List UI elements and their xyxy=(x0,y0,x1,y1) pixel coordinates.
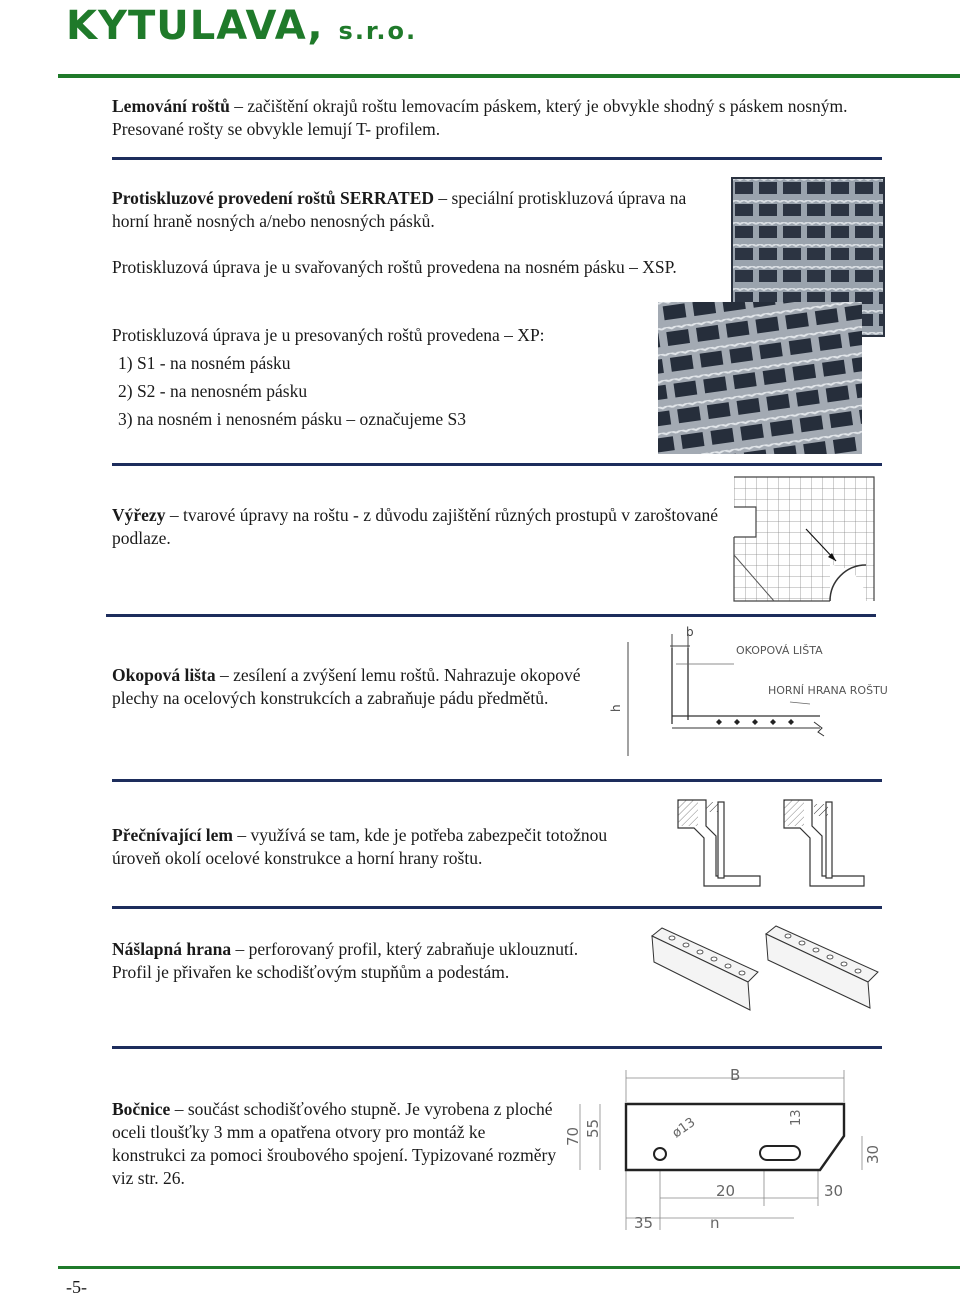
company-logo xyxy=(66,2,417,55)
section-text: – zesílení a zvýšení lemu roštů. Nahrazuje okopové plechy na ocelových konstrukcích a zabraňuje pádu předmětů. xyxy=(112,665,581,708)
dim-B: B xyxy=(730,1066,741,1084)
list-item: 1) S1 - na nosném pásku xyxy=(118,353,291,373)
dim-13: 13 xyxy=(789,1109,804,1126)
separator xyxy=(112,779,882,782)
dim-h: h xyxy=(609,704,623,712)
cutout-diagram xyxy=(734,477,874,601)
list-item: 2) S2 - na nenosném pásku xyxy=(118,381,308,401)
section-title: Nášlapná hrana xyxy=(112,939,232,959)
section-title: Protiskluzové provedení roštů SERRATED xyxy=(112,188,434,208)
section-precnivajici xyxy=(112,824,632,870)
dim-n: n xyxy=(710,1214,720,1232)
dim-30-vertical: 30 xyxy=(864,1144,882,1164)
section-text: – speciální protiskluzová úprava na horní hraně nosných a/nebo nenosných pásků. xyxy=(112,188,687,231)
dim-30-horizontal: 30 xyxy=(824,1182,844,1200)
section-title: Přečnívající lem xyxy=(112,825,233,845)
section-text: – využívá se tam, kde je potřeba zabezpečit totožnou úroveň okolí ocelové konstrukce a horní hrany roštu. xyxy=(112,825,608,868)
logo-main: KYTULAVA, xyxy=(66,3,324,49)
overhang-edge-diagram xyxy=(676,796,882,890)
section-title: Okopová lišta xyxy=(112,665,216,685)
footer-rule xyxy=(58,1266,960,1269)
section-lemovani xyxy=(112,95,892,141)
serrated-list xyxy=(118,349,638,433)
kick-plate-diagram xyxy=(609,624,888,760)
section-title: Výřezy xyxy=(112,505,166,525)
dim-b: b xyxy=(686,625,694,639)
label-okopova-lista: OKOPOVÁ LIŠTA xyxy=(736,644,823,657)
separator xyxy=(112,1046,882,1049)
section-text: – tvarové úpravy na roštu - z důvodu zajištění různých prostupů v zaroštované podlaze. xyxy=(112,505,719,548)
separator xyxy=(112,157,882,160)
separator xyxy=(112,463,882,466)
section-naslapna xyxy=(112,938,592,984)
dim-20: 20 xyxy=(716,1182,736,1200)
label-horni-hrana: HORNÍ HRANA ROŠTU xyxy=(768,684,888,697)
serrated-xp-paragraph: Protiskluzová úprava je u presovaných roštů provedena – XP: xyxy=(112,325,545,345)
section-text: – začištění okrajů roštu lemovacím páskem, který je obvykle shodný s páskem nosným. Presované rošty se obvykle lemují T- profilem. xyxy=(112,96,848,139)
serrated-xsp-paragraph: Protiskluzová úprava je u svařovaných roštů provedena na nosném pásku – XSP. xyxy=(112,257,677,277)
logo-suffix: s.r.o. xyxy=(338,17,418,45)
page-number: -5- xyxy=(66,1277,87,1297)
list-item: 3) na nosném i nenosném pásku – označujeme S3 xyxy=(118,409,466,429)
dim-70: 70 xyxy=(564,1126,582,1146)
dim-hole-diameter: ø13 xyxy=(669,1114,699,1142)
section-okopova xyxy=(112,664,582,710)
section-bocnice xyxy=(112,1098,560,1190)
dim-55: 55 xyxy=(584,1118,602,1138)
separator xyxy=(112,906,882,909)
section-text: – perforovaný profil, který zabraňuje uklouznutí. Profil je přivařen ke schodišťovým stupňům a podestám. xyxy=(112,939,579,982)
separator xyxy=(106,614,876,617)
section-text: – součást schodišťového stupně. Je vyrobena z ploché oceli tloušťky 3 mm a opatřena otvory pro montáž ke konstrukci za pomoci šroubového spojení. Typizované rozměry viz str. 26. xyxy=(112,1099,557,1188)
section-title: Lemování roštů xyxy=(112,96,230,116)
serrated-grating-photo-bottom xyxy=(658,302,862,454)
tread-nosing-diagram xyxy=(648,926,882,1020)
section-serrated xyxy=(112,187,712,233)
section-title: Bočnice xyxy=(112,1099,171,1119)
header-rule xyxy=(58,74,960,78)
stringer-dimension-drawing xyxy=(564,1066,882,1232)
dim-35: 35 xyxy=(634,1214,654,1232)
section-vyrezy xyxy=(112,504,722,550)
